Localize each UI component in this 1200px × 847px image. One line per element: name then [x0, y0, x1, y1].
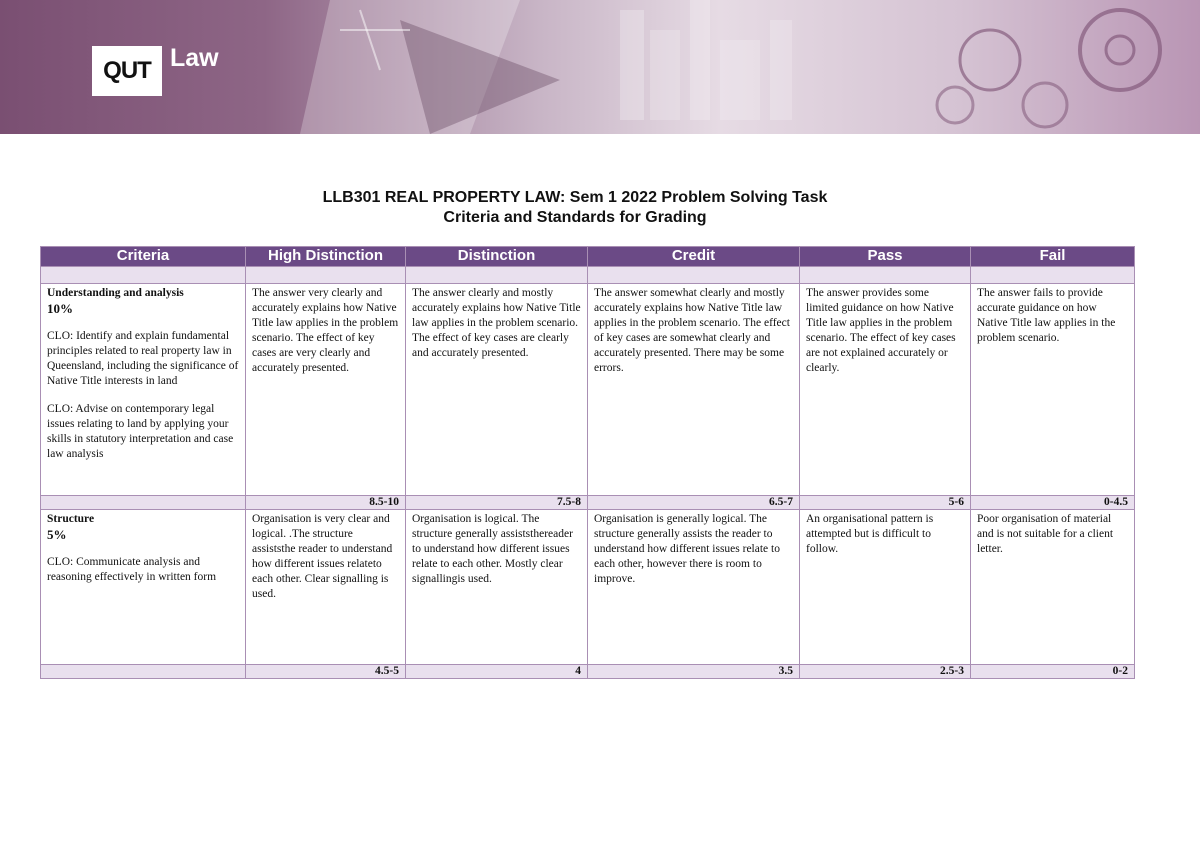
score-fail: 0-2: [971, 665, 1135, 679]
criterion-cell: [41, 510, 246, 665]
descriptor-distinction: The answer clearly and mostly accurately explains how Native Title law applies in the problem scenario. The effect of key cases are clearly and accurately presented.: [406, 284, 588, 496]
law-text: Law: [170, 44, 219, 72]
criterion-row-structure: [41, 510, 1135, 665]
score-distinction: 4: [406, 665, 588, 679]
header-banner: [0, 0, 1200, 134]
clo-text: CLO: Communicate analysis and reasoning effectively in written form: [47, 556, 217, 583]
criterion-weight: 10%: [47, 301, 73, 316]
col-header-fail: Fail: [971, 247, 1135, 267]
score-distinction: 7.5-8: [406, 496, 588, 510]
score-credit: 3.5: [588, 665, 800, 679]
col-header-credit: Credit: [588, 247, 800, 267]
clo-text: CLO: Advise on contemporary legal issues relating to land by applying your skills in statutory interpretation and case law analysis: [47, 403, 234, 460]
descriptor-high-distinction: The answer very clearly and accurately explains how Native Title law applies in the problem scenario. The effect of key cases are very clearly and accurately presented.: [246, 284, 406, 496]
score-row: [41, 496, 1135, 510]
header-row: [41, 247, 1135, 267]
col-header-criteria: Criteria: [41, 247, 246, 267]
criterion-weight: 5%: [47, 527, 67, 542]
criterion-name: Understanding and analysis: [47, 287, 184, 299]
rubric-table: [40, 246, 1135, 679]
descriptor-pass: The answer provides some limited guidance on how Native Title law applies in the problem scenario. The effect of key cases are not explained accurately or clearly.: [800, 284, 971, 496]
clo-text: CLO: Identify and explain fundamental principles related to real property law in Queensland, including the significance of Native Title interests in land: [47, 330, 239, 387]
score-pass: 2.5-3: [800, 665, 971, 679]
criterion-name: Structure: [47, 513, 95, 525]
document-title: [0, 188, 1150, 228]
title-line-1: LLB301 REAL PROPERTY LAW: Sem 1 2022 Problem Solving Task: [322, 189, 828, 206]
score-fail: 0-4.5: [971, 496, 1135, 510]
score-high-distinction: 4.5-5: [246, 665, 406, 679]
qut-logo: [92, 46, 162, 96]
descriptor-credit: Organisation is generally logical. The structure generally assists the reader to understand how different issues relate to each other, however there is room to improve.: [588, 510, 800, 665]
score-credit: 6.5-7: [588, 496, 800, 510]
col-header-pass: Pass: [800, 247, 971, 267]
score-pass: 5-6: [800, 496, 971, 510]
descriptor-fail: Poor organisation of material and is not suitable for a client letter.: [971, 510, 1135, 665]
descriptor-fail: The answer fails to provide accurate guidance on how Native Title law applies in the problem scenario.: [971, 284, 1135, 496]
logo-text: QUT: [103, 57, 151, 84]
descriptor-pass: An organisational pattern is attempted but is difficult to follow.: [800, 510, 971, 665]
descriptor-high-distinction: Organisation is very clear and logical. .The structure assiststhe reader to understand how different issues relateto each other. Clear signalling is used.: [246, 510, 406, 665]
criterion-cell: [41, 284, 246, 496]
criterion-row-understanding: [41, 284, 1135, 496]
col-header-distinction: Distinction: [406, 247, 588, 267]
spacer-row: [41, 267, 1135, 284]
score-row: [41, 665, 1135, 679]
col-header-high-distinction: High Distinction: [246, 247, 406, 267]
descriptor-credit: The answer somewhat clearly and mostly accurately explains how Native Title law applies in the problem scenario. The effect of key cases are somewhat clearly and accurately presented. There may be some errors.: [588, 284, 800, 496]
descriptor-distinction: Organisation is logical. The structure generally assiststhereader to understand how different issues relate to each other. Mostly clear signallingis used.: [406, 510, 588, 665]
title-line-2: Criteria and Standards for Grading: [443, 209, 707, 226]
score-high-distinction: 8.5-10: [246, 496, 406, 510]
